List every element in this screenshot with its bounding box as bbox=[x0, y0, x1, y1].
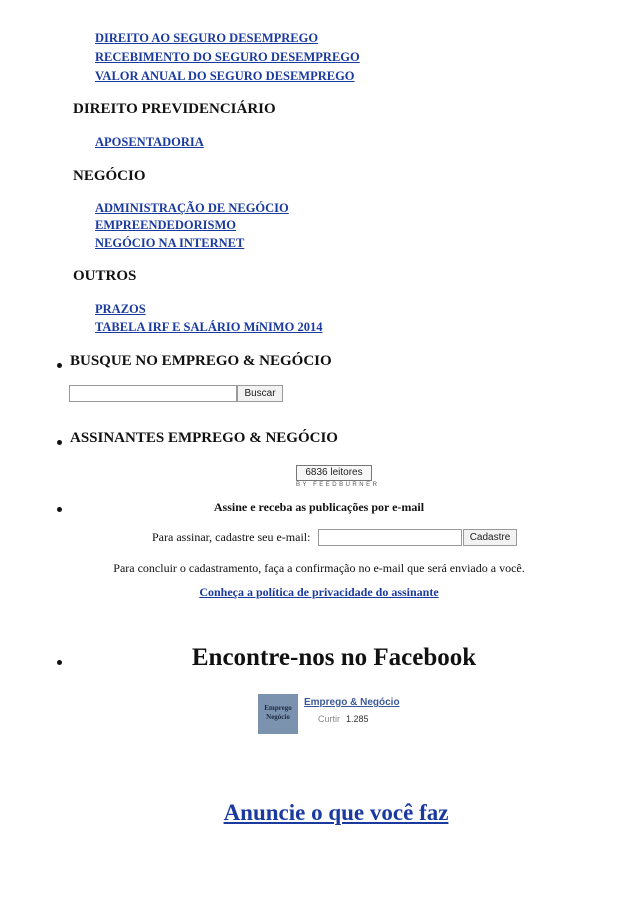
search-input[interactable] bbox=[69, 385, 237, 402]
search-button[interactable]: Buscar bbox=[237, 385, 283, 402]
category-heading-negocio: NEGÓCIO bbox=[73, 168, 146, 184]
advertise-link[interactable]: Anuncie o que você faz bbox=[223, 800, 449, 825]
link-direito-seguro-desemprego[interactable]: DIREITO AO SEGURO DESEMPREGO bbox=[95, 31, 319, 45]
facebook-like-button[interactable]: Curtir bbox=[318, 714, 340, 724]
email-input[interactable] bbox=[318, 529, 462, 546]
facebook-page-name-link[interactable]: Emprego & Negócio bbox=[304, 697, 400, 708]
link-administracao-de-negocio[interactable]: ADMINISTRAÇÃO DE NEGÓCIO bbox=[95, 201, 289, 215]
link-aposentadoria[interactable]: APOSENTADORIA bbox=[95, 135, 204, 149]
link-tabela-irf-salario-minimo[interactable]: TABELA IRF E SALÁRIO MíNIMO 2014 bbox=[95, 320, 323, 334]
privacy-policy-link[interactable]: Conheça a política de privacidade do assinante bbox=[199, 585, 439, 599]
link-negocio-na-internet[interactable]: NEGÓCIO NA INTERNET bbox=[95, 236, 245, 250]
email-subscribe-note: Para concluir o cadastramento, faça a confirmação no e-mail que será enviado a você. bbox=[113, 561, 525, 575]
list-bullet bbox=[57, 363, 62, 368]
link-valor-anual-seguro-desemprego[interactable]: VALOR ANUAL DO SEGURO DESEMPREGO bbox=[95, 69, 355, 83]
feedburner-count: 6836 leitores bbox=[296, 465, 372, 481]
facebook-like-count: 1.285 bbox=[346, 714, 369, 724]
link-prazos[interactable]: PRAZOS bbox=[95, 302, 146, 316]
subscribers-widget-title: ASSINANTES EMPREGO & NEGÓCIO bbox=[70, 430, 338, 446]
link-empreendedorismo[interactable]: EMPREENDEDORISMO bbox=[95, 218, 236, 232]
category-heading-direito-previdenciario: DIREITO PREVIDENCIÁRIO bbox=[73, 101, 276, 117]
link-recebimento-seguro-desemprego[interactable]: RECEBIMENTO DO SEGURO DESEMPREGO bbox=[95, 50, 360, 64]
avatar-text-line1: Emprego bbox=[264, 704, 292, 712]
search-widget-title: BUSQUE NO EMPREGO & NEGÓCIO bbox=[70, 353, 332, 369]
avatar-text-line2: Negócio bbox=[266, 713, 290, 721]
feedburner-by-label: BY FEEDBURNER bbox=[296, 482, 380, 488]
email-subscribe-title: Assine e receba as publicações por e-mail bbox=[213, 500, 425, 514]
email-subscribe-prompt: Para assinar, cadastre seu e-mail: bbox=[152, 530, 311, 544]
facebook-page-avatar[interactable] bbox=[258, 694, 298, 734]
feedburner-counter[interactable] bbox=[296, 465, 380, 491]
list-bullet bbox=[57, 440, 62, 445]
facebook-widget-title: Encontre-nos no Facebook bbox=[191, 644, 477, 671]
subscribe-button[interactable]: Cadastre bbox=[463, 529, 517, 546]
category-heading-outros: OUTROS bbox=[73, 268, 137, 284]
